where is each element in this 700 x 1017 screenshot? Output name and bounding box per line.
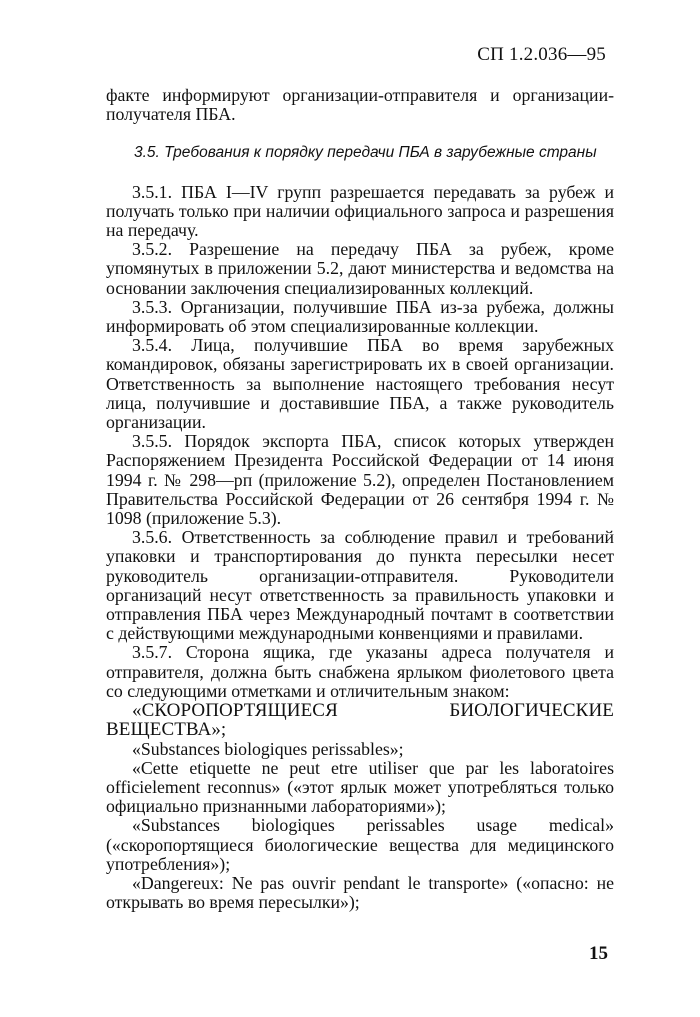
paragraph-3-5-7: 3.5.7. Сторона ящика, где указаны адреса получателя и отправителя, должна быть снабжена ярлыком фиолетового цвета со следующими отметками и отличительным знаком: [106,642,614,701]
paragraph-3-5-4: 3.5.4. Лица, получившие ПБА во время зарубежных командировок, обязаны зарегистрировать их в своей организации. Ответственность за выполнение настоящего требования несут лица, получившие и доставившие ПБА, а также руководитель организации. [106,335,614,433]
intro-paragraph: факте информируют организации-отправителя и организации-получателя ПБА. [106,85,614,125]
section-title: 3.5. Требования к порядку передачи ПБА в зарубежные страны [134,144,597,162]
label-item-perishable-ru: «СКОРОПОРТЯЩИЕСЯ БИОЛОГИЧЕСКИЕ ВЕЩЕСТВА»; [106,700,614,741]
page-number: 15 [589,943,608,964]
paragraph-3-5-2: 3.5.2. Разрешение на передачу ПБА за рубеж, кроме упомянутых в приложении 5.2, дают министерства и ведомства на основании заключения специализированных коллекций. [106,239,614,298]
label-item-official-labs: «Cette etiquette ne peut etre utiliser que par les laboratoires officielement reconnus» («этот ярлык может употребляться только официально признанными лабораториями»); [106,757,614,817]
paragraph-3-5-6: 3.5.6. Ответственность за соблюдение правил и требований упаковки и транспортирования до пункта пересылки несет руководитель организации-отправителя. Руководители организаций несут ответственность за правильность упаковки и отправления ПБА через Международный почтамт в соответствии с действующими международными конвенциями и правилами. [106,527,614,644]
paragraph-3-5-1: 3.5.1. ПБА I—IV групп разрешается передавать за рубеж и получать только при наличии официального запроса и разрешения на передачу. [106,181,614,241]
paragraph-3-5-5: 3.5.5. Порядок экспорта ПБА, список которых утвержден Распоряжением Президента Российской Федерации от 14 июня 1994 г. № 298—рп (приложение 5.2), определен Постановлением Правительства Российской Федерации от 26 сентября 1994 г. № 1098 (приложение 5.3). [106,431,614,529]
label-item-medical-use: «Substances biologiques perissables usage medical» («скоропортящиеся биологические вещества для медицинского употребления»); [106,815,614,874]
label-item-perishable-fr: «Substances biologiques perissables»; [132,738,404,759]
paragraph-3-5-3: 3.5.3. Организации, получившие ПБА из-за рубежа, должны информировать об этом специализированные коллекции. [106,296,614,337]
document-body [106,86,614,912]
label-item-dangerous: «Dangereux: Ne pas ouvrir pendant le transporte» («опасно: не открывать во время пересылки»); [106,872,614,913]
document-code-header: СП 1.2.036—95 [477,44,606,65]
